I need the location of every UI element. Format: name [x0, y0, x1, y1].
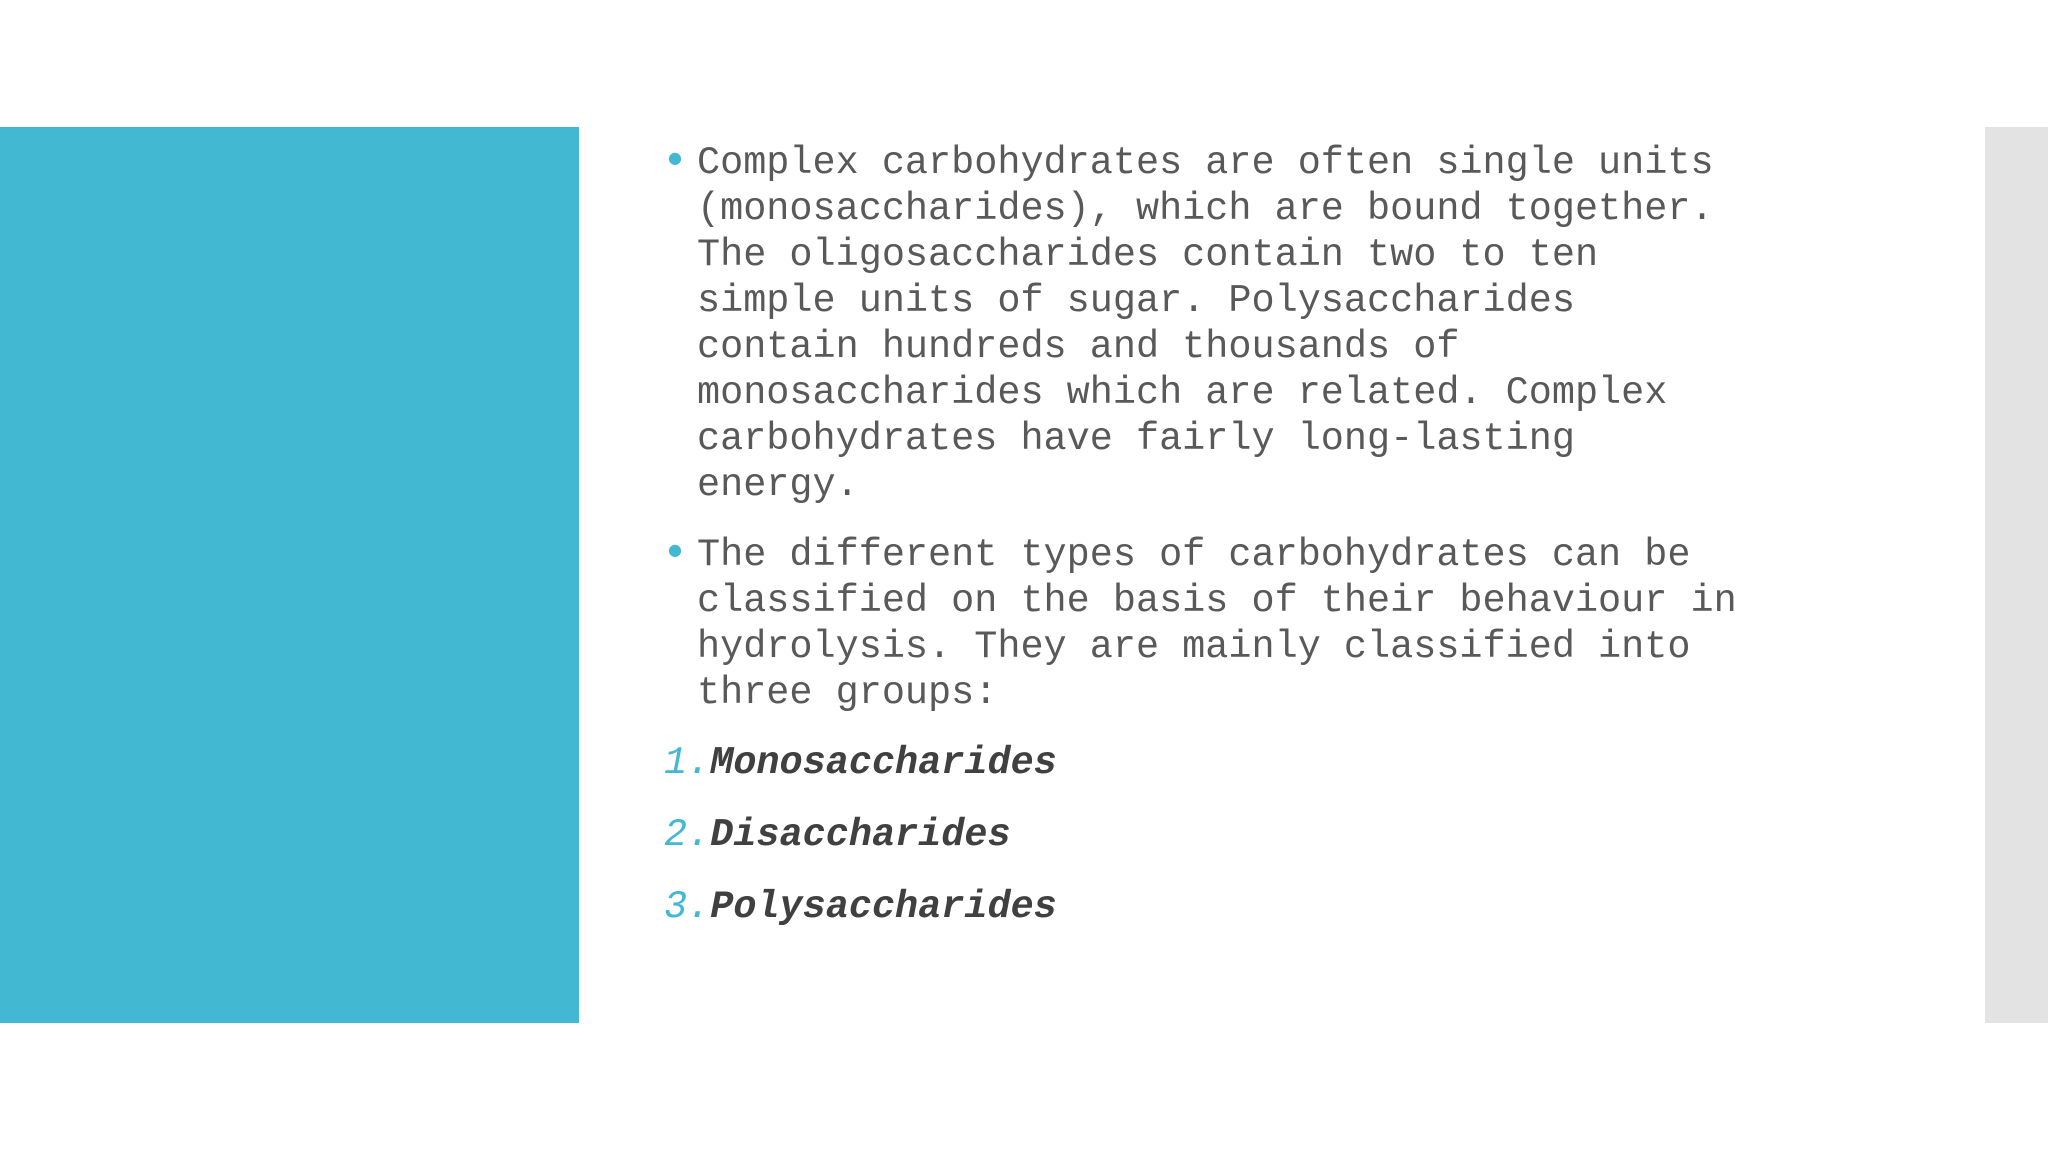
- slide-content: [664, 140, 1894, 956]
- bullet-dot-icon: ●: [668, 148, 682, 167]
- list-label: Monosaccharides: [710, 741, 1057, 785]
- list-number: 2.: [664, 813, 711, 857]
- bullet-text: Complex carbohydrates are often single units (monosaccharides), which are bound together. The oligosaccharides contain two to ten simple units of sugar. Polysaccharides contain hundreds and thousands of monosaccharides which are related. Complex carbohydrates have fairly long-lasting energy.: [697, 141, 1714, 507]
- list-item: [664, 884, 1894, 956]
- list-item: [664, 740, 1894, 812]
- bullet-text: The different types of carbohydrates can be classified on the basis of their behaviour in hydrolysis. They are mainly classified into three groups:: [697, 533, 1737, 715]
- carbohydrate-groups-list: [664, 740, 1894, 956]
- list-label: Disaccharides: [710, 813, 1011, 857]
- list-item: [664, 812, 1894, 884]
- list-number: 3.: [664, 885, 711, 929]
- bullet-item: [664, 140, 1894, 508]
- accent-panel: [0, 127, 579, 1023]
- bullet-item: [664, 532, 1894, 716]
- list-label: Polysaccharides: [710, 885, 1057, 929]
- list-number: 1.: [664, 741, 711, 785]
- right-side-bar: [1985, 127, 2048, 1023]
- bullet-dot-icon: ●: [668, 540, 682, 559]
